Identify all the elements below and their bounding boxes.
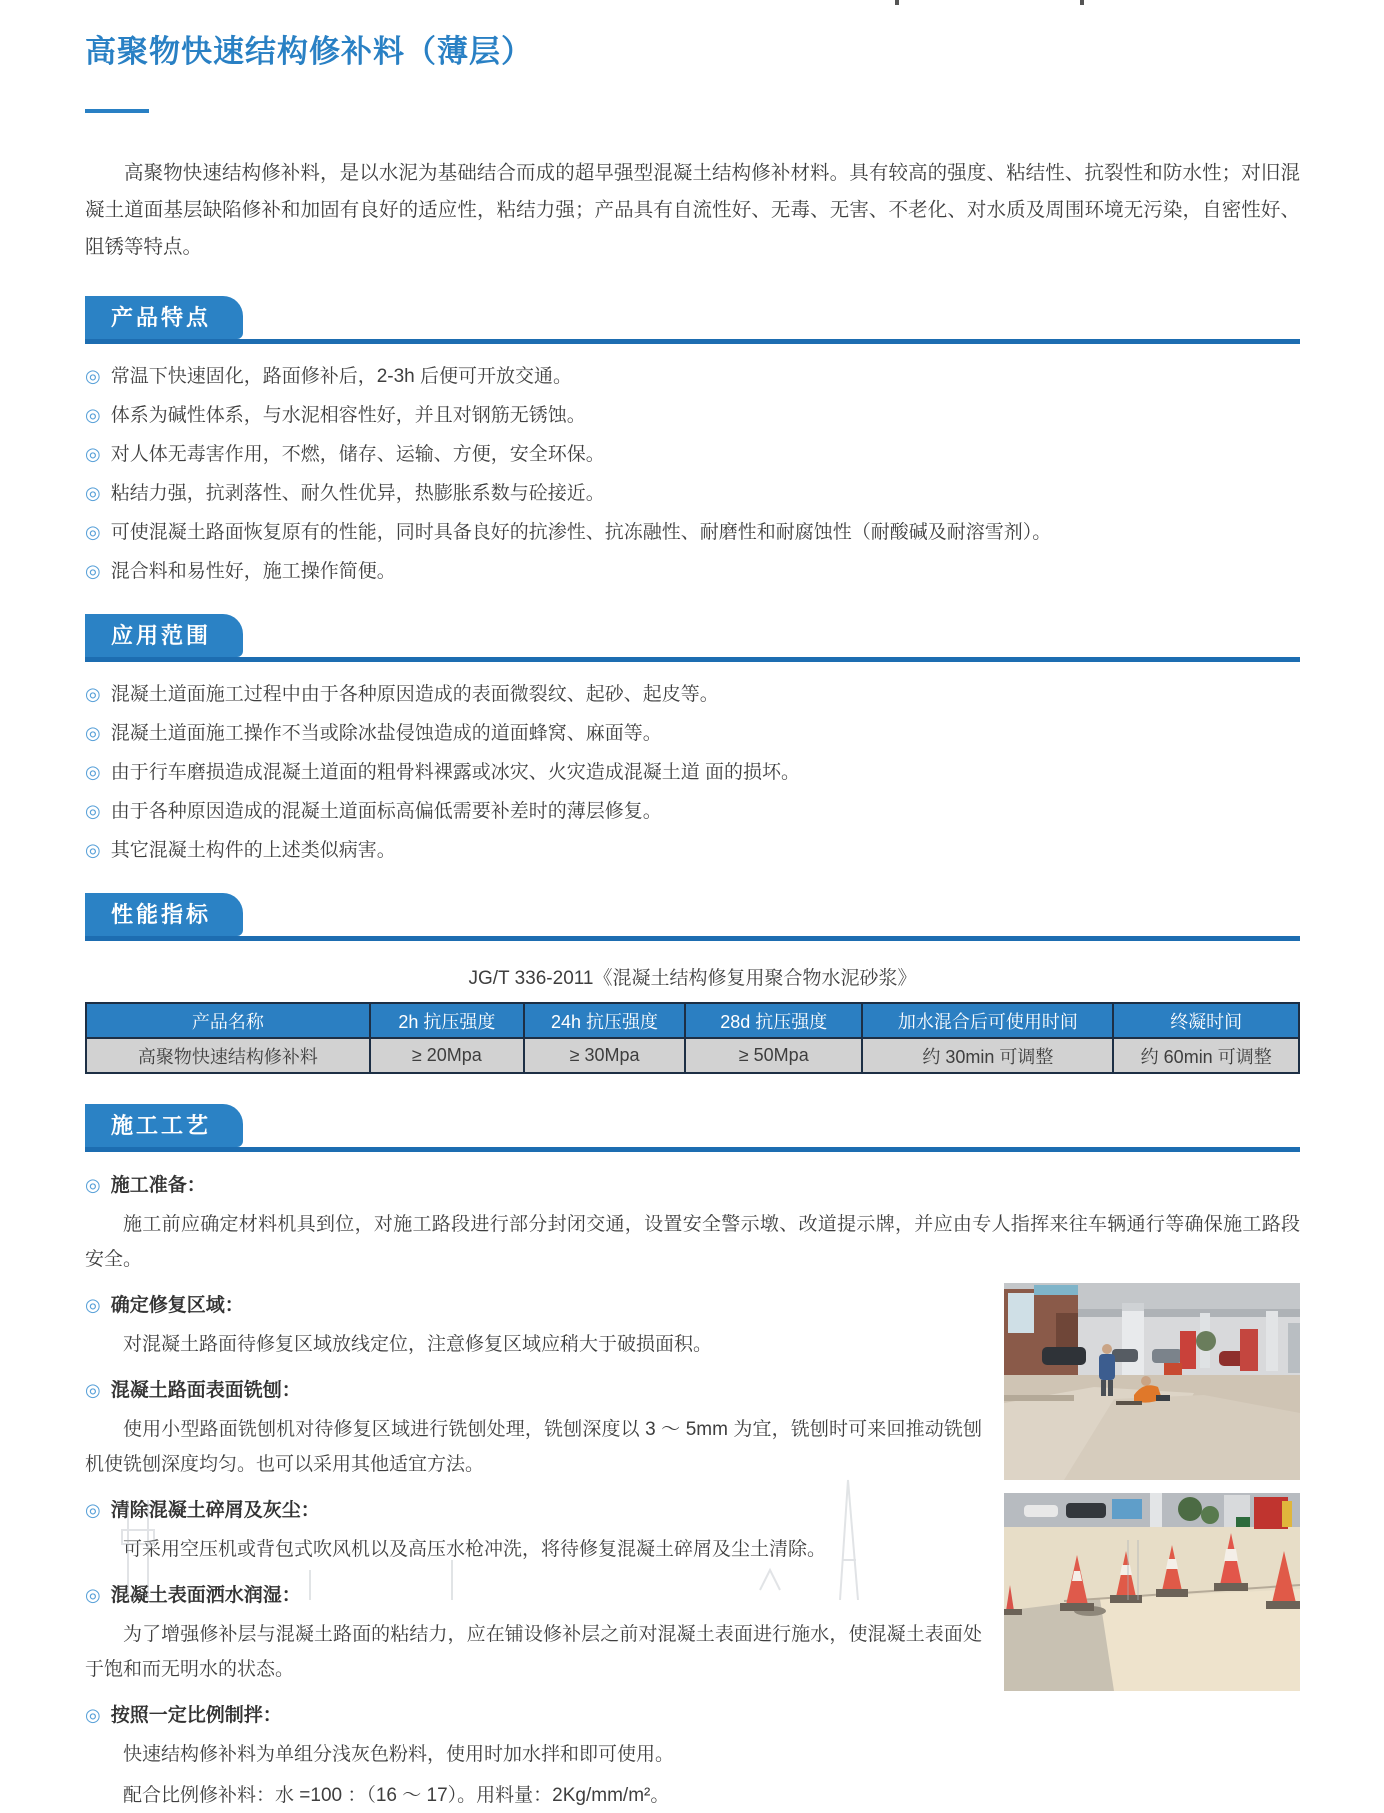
- construction-photo-1: [1004, 1283, 1300, 1480]
- bullet-icon: ◎: [85, 801, 101, 821]
- list-item: [85, 838, 1300, 863]
- step-label: 混凝土路面表面铣刨：: [110, 1380, 301, 1401]
- table-cell: 约 60min 可调整: [1113, 1038, 1299, 1073]
- feature-text: 混合料和易性好，施工操作简便。: [110, 561, 396, 582]
- table-header-cell: 24h 抗压强度: [524, 1003, 685, 1038]
- step-heading: [85, 1700, 1300, 1731]
- step-paragraph: 快速结构修补料为单组分浅灰色粉料，使用时加水拌和即可使用。: [123, 1744, 675, 1765]
- table-cell: 高聚物快速结构修补料: [86, 1038, 370, 1073]
- bullet-icon: ◎: [85, 366, 101, 386]
- table-header-cell: 终凝时间: [1113, 1003, 1299, 1038]
- page-title: 高聚物快速结构修补料（薄层）: [85, 34, 533, 69]
- process-steps: [85, 1170, 1300, 1813]
- step-paragraph: 对混凝土路面待修复区域放线定位，注意修复区域应稍大于破损面积。: [123, 1334, 713, 1355]
- feature-text: 体系为碱性体系，与水泥相容性好，并且对钢筋无锈蚀。: [110, 405, 586, 426]
- list-item: [85, 559, 1300, 584]
- list-item: [85, 520, 1300, 545]
- bullet-icon: ◎: [85, 1500, 101, 1520]
- bullet-icon: ◎: [85, 522, 101, 542]
- section-applications: [85, 614, 1300, 863]
- applications-list: [85, 682, 1300, 863]
- list-item: [85, 481, 1300, 506]
- step-paragraph: 为了增强修补层与混凝土路面的粘结力，应在铺设修补层之前对混凝土表面进行施水，使混凝土表面处于饱和而无明水的状态。: [85, 1624, 982, 1680]
- section-performance: [85, 893, 1300, 1074]
- section-header-performance: 性能指标: [85, 893, 243, 936]
- bullet-icon: ◎: [85, 483, 101, 503]
- section-header-features: 产品特点: [85, 296, 243, 339]
- feature-text: 对人体无毒害作用，不燃，储存、运输、方便，安全环保。: [110, 444, 605, 465]
- step-paragraph: 施工前应确定材料机具到位，对施工路段进行部分封闭交通，设置安全警示墩、改道提示牌，并应由专人指挥来往车辆通行等确保施工路段安全。: [85, 1214, 1300, 1270]
- table-cell: ≥ 30Mpa: [524, 1038, 685, 1073]
- bullet-icon: ◎: [85, 723, 101, 743]
- table-header-cell: 产品名称: [86, 1003, 370, 1038]
- bullet-icon: ◎: [85, 1295, 101, 1315]
- bullet-icon: ◎: [85, 1380, 101, 1400]
- title-underline: [85, 109, 149, 113]
- step-paragraph: 使用小型路面铣刨机对待修复区域进行铣刨处理，铣刨深度以 3 ～ 5mm 为宜，铣刨时可来回推动铣刨机使铣刨深度均匀。也可以采用其他适宜方法。: [85, 1419, 982, 1475]
- list-item: [85, 364, 1300, 389]
- traffic-cones-photo: [1004, 1493, 1300, 1691]
- page-content: [85, 0, 1300, 1813]
- list-item: [85, 442, 1300, 467]
- bullet-icon: ◎: [85, 1585, 101, 1605]
- application-text: 由于各种原因造成的混凝土道面标高偏低需要补差时的薄层修复。: [110, 801, 662, 822]
- application-text: 混凝土道面施工操作不当或除冰盐侵蚀造成的道面蜂窝、麻面等。: [110, 723, 662, 744]
- table-cell: 约 30min 可调整: [862, 1038, 1113, 1073]
- section-process: [85, 1104, 1300, 1813]
- step-label: 确定修复区域：: [110, 1295, 244, 1316]
- section-header-applications: 应用范围: [85, 614, 243, 657]
- section-features: [85, 296, 1300, 584]
- table-header-cell: 2h 抗压强度: [370, 1003, 524, 1038]
- bullet-icon: ◎: [85, 444, 101, 464]
- section-header-process: 施工工艺: [85, 1104, 243, 1147]
- section-rule: [85, 1104, 1300, 1152]
- step-label: 混凝土表面洒水润湿：: [110, 1585, 301, 1606]
- list-item: [85, 682, 1300, 707]
- table-header-cell: 28d 抗压强度: [685, 1003, 862, 1038]
- performance-table: [85, 1002, 1300, 1074]
- application-text: 其它混凝土构件的上述类似病害。: [110, 840, 396, 861]
- bullet-icon: ◎: [85, 405, 101, 425]
- performance-standard-caption: JG/T 336-2011《混凝土结构修复用聚合物水泥砂浆》: [468, 968, 917, 989]
- intro-paragraph: 高聚物快速结构修补料，是以水泥为基础结合而成的超早强型混凝土结构修补材料。具有较高的强度、粘结性、抗裂性和防水性；对旧混凝土道面基层缺陷修补和加固有良好的适应性，粘结力强；产品具有自流性好、无毒、无害、不老化、对水质及周围环境无污染，自密性好、阻锈等特点。: [85, 162, 1300, 258]
- bullet-icon: ◎: [85, 840, 101, 860]
- step-heading: [85, 1170, 1300, 1201]
- table-header-cell: 加水混合后可使用时间: [862, 1003, 1113, 1038]
- section-rule: [85, 296, 1300, 344]
- list-item: [85, 760, 1300, 785]
- features-list: [85, 364, 1300, 584]
- bullet-icon: ◎: [85, 762, 101, 782]
- list-item: [85, 403, 1300, 428]
- step-paragraph: 配合比例修补料：水 =100 ：（16 ～ 17）。用料量：2Kg/mm/m²。: [123, 1785, 670, 1806]
- feature-text: 可使混凝土路面恢复原有的性能，同时具备良好的抗渗性、抗冻融性、耐磨性和耐腐蚀性（耐酸碱及耐溶雪剂）。: [110, 522, 1052, 543]
- process-photos: [1004, 1283, 1300, 1704]
- application-text: 混凝土道面施工过程中由于各种原因造成的表面微裂纹、起砂、起皮等。: [110, 684, 719, 705]
- step-label: 清除混凝土碎屑及灰尘：: [110, 1500, 320, 1521]
- step-label: 按照一定比例制拌：: [110, 1705, 282, 1726]
- table-cell: ≥ 20Mpa: [370, 1038, 524, 1073]
- bullet-icon: ◎: [85, 684, 101, 704]
- section-rule: [85, 614, 1300, 662]
- application-text: 由于行车磨损造成混凝土道面的粗骨料裸露或冰灾、火灾造成混凝土道 面的损坏。: [110, 762, 800, 783]
- bullet-icon: ◎: [85, 1175, 101, 1195]
- step-paragraph: 可采用空压机或背包式吹风机以及高压水枪冲洗，将待修复混凝土碎屑及尘土清除。: [123, 1539, 827, 1560]
- feature-text: 粘结力强，抗剥落性、耐久性优异，热膨胀系数与砼接近。: [110, 483, 605, 504]
- bullet-icon: ◎: [85, 561, 101, 581]
- table-row: [86, 1038, 1299, 1073]
- bullet-icon: ◎: [85, 1705, 101, 1725]
- table-header-row: [86, 1003, 1299, 1038]
- feature-text: 常温下快速固化，路面修补后，2-3h 后便可开放交通。: [110, 366, 573, 387]
- list-item: [85, 799, 1300, 824]
- table-cell: ≥ 50Mpa: [685, 1038, 862, 1073]
- list-item: [85, 721, 1300, 746]
- step-label: 施工准备：: [110, 1175, 206, 1196]
- section-rule: [85, 893, 1300, 941]
